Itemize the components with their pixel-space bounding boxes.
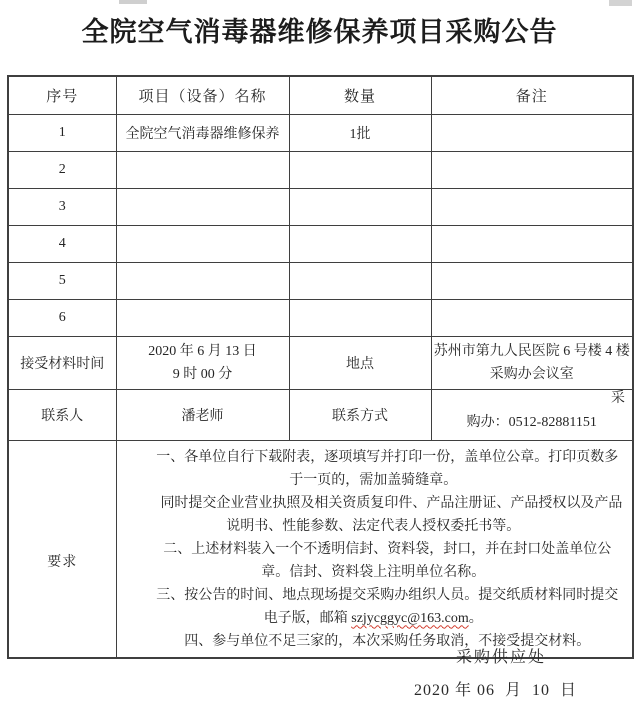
requirement-paragraph-2: 同时提交企业营业执照及相关资质复印件、产品注册证、产品授权以及产品说明书、性能参数、法定代表人授权委托书等。 xyxy=(160,495,623,534)
location-line1: 苏州市第九人民医院 6 号楼 4 楼 xyxy=(433,343,630,359)
table-row xyxy=(8,299,633,336)
contact-value: 潘老师 xyxy=(116,389,289,440)
header-remark: 备注 xyxy=(431,76,633,114)
cell-serial-no: 3 xyxy=(8,188,116,225)
cell-item-name xyxy=(116,225,289,262)
table-row xyxy=(8,114,633,151)
cell-quantity: 1批 xyxy=(289,114,431,151)
cell-quantity xyxy=(289,262,431,299)
location-line2: 采购办会议室 xyxy=(489,366,574,382)
requirement-paragraph-4-text: 三、按公告的时间、地点现场提交采购办组织人员。提交纸质材料同时提交电子版，邮箱 xyxy=(156,587,619,626)
table-header-row xyxy=(8,76,633,114)
cell-remark xyxy=(431,188,633,225)
requirements-body xyxy=(116,440,633,658)
location-value xyxy=(431,336,633,389)
page-title: 全院空气消毒器维修保养项目采购公告 xyxy=(81,17,558,47)
requirement-paragraph-5: 四、参与单位不足三家的，本次采购任务取消，不接受提交材料。 xyxy=(184,633,591,649)
table-row xyxy=(8,225,633,262)
material-time-value xyxy=(116,336,289,389)
cell-quantity xyxy=(289,188,431,225)
cell-quantity xyxy=(289,225,431,262)
requirement-paragraph-3: 二、上述材料装入一个不透明信封、资料袋，封口，并在封口处盖单位公章。信封、资料袋上注明单位名称。 xyxy=(163,541,612,580)
location-label: 地点 xyxy=(289,336,431,389)
cell-serial-no: 1 xyxy=(8,114,116,151)
cell-item-name xyxy=(116,299,289,336)
cell-item-name: 全院空气消毒器维修保养 xyxy=(116,114,289,151)
cell-remark xyxy=(431,299,633,336)
table-row xyxy=(8,188,633,225)
contact-method-label: 联系方式 xyxy=(289,389,431,440)
cell-remark xyxy=(431,225,633,262)
requirement-paragraph-4 xyxy=(123,584,625,630)
material-time-line2: 9 时 00 分 xyxy=(172,366,233,382)
material-time-row xyxy=(8,336,633,389)
cell-serial-no: 2 xyxy=(8,151,116,188)
issue-date: 2020 年 06 月 10 日 xyxy=(413,682,577,699)
issuing-department: 采购供应处 xyxy=(455,649,546,666)
cell-remark xyxy=(431,151,633,188)
contact-method-overflow-char: 采 xyxy=(611,390,625,406)
table-row xyxy=(8,151,633,188)
requirements-row xyxy=(8,440,633,658)
contact-row xyxy=(8,389,633,440)
cell-serial-no: 5 xyxy=(8,262,116,299)
cell-item-name xyxy=(116,262,289,299)
requirements-label: 要求 xyxy=(8,440,116,658)
contact-method-value xyxy=(431,389,633,440)
requirement-paragraph-1: 一、各单位自行下载附表，逐项填写并打印一份，盖单位公章。打印页数多于一页的，需加盖骑缝章。 xyxy=(156,449,619,488)
contact-label: 联系人 xyxy=(8,389,116,440)
cell-quantity xyxy=(289,299,431,336)
cell-remark xyxy=(431,262,633,299)
table-row xyxy=(8,262,633,299)
top-edge-artifact-left xyxy=(119,0,147,4)
contact-phone: 购办：0512-82881151 xyxy=(466,414,597,430)
cell-quantity xyxy=(289,151,431,188)
top-edge-artifact-right xyxy=(609,0,632,6)
cell-serial-no: 6 xyxy=(8,299,116,336)
requirement-paragraph-4-end: 。 xyxy=(468,610,483,626)
header-serial-no: 序号 xyxy=(8,76,116,114)
header-item-name: 项目（设备）名称 xyxy=(116,76,289,114)
cell-remark xyxy=(431,114,633,151)
cell-serial-no: 4 xyxy=(8,225,116,262)
header-quantity: 数量 xyxy=(289,76,431,114)
contact-email: szjycggyc@163.com xyxy=(351,610,469,626)
cell-item-name xyxy=(116,188,289,225)
procurement-table xyxy=(7,75,634,659)
material-time-label: 接受材料时间 xyxy=(8,336,116,389)
cell-item-name xyxy=(116,151,289,188)
material-time-line1: 2020 年 6 月 13 日 xyxy=(148,343,257,359)
